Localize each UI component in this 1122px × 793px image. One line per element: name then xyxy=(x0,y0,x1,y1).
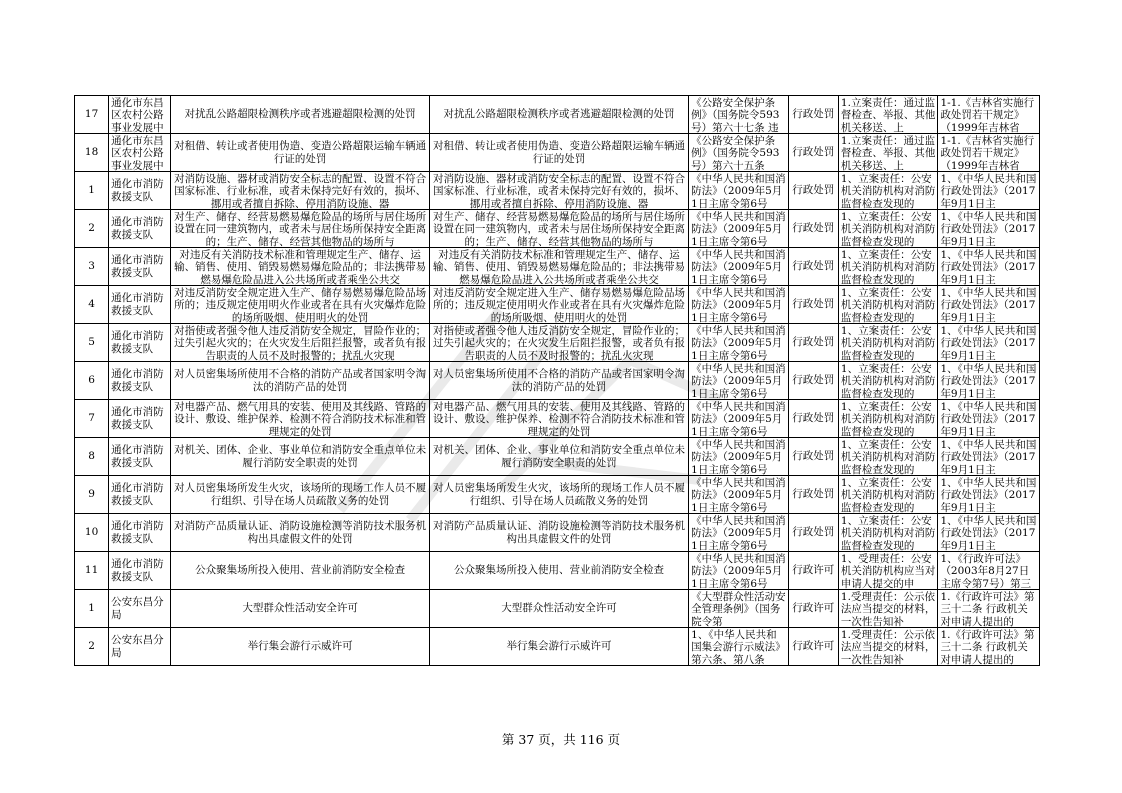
authority-type-cell-text: 行政处罚 xyxy=(792,108,835,121)
law-reference-cell-text: 1-1.《吉林省实施行政处罚若干规定》（1999年吉林省 xyxy=(940,134,1035,171)
authority-type-cell xyxy=(788,362,838,400)
row-number xyxy=(75,134,109,172)
responsibility-cell-text: 1、立案责任：公安机关消防机构对消防监督检查发现的 xyxy=(840,248,936,285)
authority-type-cell-text: 行政处罚 xyxy=(792,146,835,159)
law-reference-cell xyxy=(938,400,1040,438)
department-cell xyxy=(109,172,171,210)
item-name-cell-text: 对机关、团体、企业、事业单位和消防安全重点单位未履行消防安全职责的处罚 xyxy=(174,444,427,469)
item-content-cell xyxy=(429,362,688,400)
item-content-cell xyxy=(429,134,688,172)
authority-type-cell xyxy=(788,514,838,552)
item-name-cell xyxy=(171,514,429,552)
table-row xyxy=(75,248,1040,286)
item-content-cell xyxy=(429,286,688,324)
legal-basis-cell-text: 《中华人民共和国消防法》（2009年5月1日主席令第6号 xyxy=(691,362,786,399)
law-reference-cell xyxy=(938,96,1040,134)
department-cell-text: 通化市东昌区农村公路事业发展中 xyxy=(111,134,164,171)
responsibility-cell-text: 1.立案责任：通过监督检查、举报、其他机关移送、上 xyxy=(840,134,936,171)
law-reference-cell xyxy=(938,134,1040,172)
law-reference-cell-text: 1、《中华人民共和国行政处罚法》（2017年9月1日主 xyxy=(940,248,1037,285)
responsibility-cell xyxy=(838,514,938,552)
responsibility-cell-text: 1、立案责任：公安机关消防机构对消防监督检查发现的 xyxy=(840,514,936,551)
responsibility-cell-text: 1、立案责任：公安机关消防机构对消防监督检查发现的 xyxy=(840,438,936,475)
responsibility-cell xyxy=(838,324,938,362)
responsibility-cell-text: 1、立案责任：公安机关消防机构对消防监督检查发现的 xyxy=(840,286,936,323)
law-reference-cell-text: 1.《行政许可法》第三十二条 行政机关对申请人提出的 xyxy=(940,590,1035,627)
responsibility-cell-text: 1.受理责任：公示依法应当提交的材料，一次性告知补 xyxy=(840,590,936,627)
legal-basis-cell-text: 1、《中华人民共和国集会游行示威法》第六条、第八条 xyxy=(691,628,786,665)
law-reference-cell xyxy=(938,172,1040,210)
legal-basis-cell xyxy=(689,324,789,362)
responsibility-cell xyxy=(838,172,938,210)
department-cell xyxy=(109,96,171,134)
law-reference-cell-text: 1、《中华人民共和国行政处罚法》（2017年9月1日主 xyxy=(940,172,1037,209)
row-number-text: 1 xyxy=(88,184,95,197)
item-name-cell-text: 对违反有关消防技术标准和管理规定生产、储存、运输、销售、使用、销毁易燃易爆危险品的；非法携带易燃易爆危险品进入公共场所或者乘坐公共交 xyxy=(174,248,427,285)
item-content-cell xyxy=(429,210,688,248)
responsibility-cell xyxy=(838,248,938,286)
responsibility-cell-text: 1.受理责任：公示依法应当提交的材料，一次性告知补 xyxy=(840,628,936,665)
table-row xyxy=(75,324,1040,362)
responsibility-cell-text: 1、立案责任：公安机关消防机构对消防监督检查发现的 xyxy=(840,324,936,361)
authority-type-cell xyxy=(788,248,838,286)
row-number xyxy=(75,286,109,324)
responsibility-cell xyxy=(838,552,938,590)
department-cell-text: 通化市消防救援支队 xyxy=(111,178,164,203)
authority-type-cell xyxy=(788,286,838,324)
legal-basis-cell xyxy=(689,96,789,134)
records-table xyxy=(74,95,1040,666)
department-cell xyxy=(109,362,171,400)
row-number xyxy=(75,628,109,666)
row-number xyxy=(75,362,109,400)
authority-type-cell xyxy=(788,96,838,134)
table-row xyxy=(75,476,1040,514)
item-name-cell-text: 对违反消防安全规定进入生产、储存易燃易爆危险品场所的；违反规定使用明火作业或者在具有火灾爆炸危险的场所吸烟、使用明火的处罚 xyxy=(174,286,427,323)
responsibility-cell xyxy=(838,286,938,324)
department-cell xyxy=(109,552,171,590)
row-number-text: 18 xyxy=(84,146,99,159)
item-name-cell xyxy=(171,172,429,210)
item-name-cell xyxy=(171,438,429,476)
responsibility-cell xyxy=(838,590,938,628)
department-cell-text: 通化市消防救援支队 xyxy=(111,444,164,469)
table-row xyxy=(75,210,1040,248)
legal-basis-cell-text: 《中华人民共和国消防法》（2009年5月1日主席令第6号 xyxy=(691,286,786,323)
row-number-text: 2 xyxy=(88,640,95,653)
item-content-cell xyxy=(429,324,688,362)
item-name-cell-text: 对电器产品、燃气用具的安装、使用及其线路、管路的设计、敷设、维护保养、检测不符合消防技术标准和管理规定的处罚 xyxy=(174,400,427,437)
responsibility-cell xyxy=(838,210,938,248)
legal-basis-cell-text: 《公路安全保护条例》（国务院令593号）第六十七条 违 xyxy=(691,96,780,133)
row-number xyxy=(75,514,109,552)
item-content-cell xyxy=(429,438,688,476)
legal-basis-cell xyxy=(689,210,789,248)
row-number-text: 11 xyxy=(84,564,99,577)
authority-type-cell xyxy=(788,628,838,666)
authority-type-cell xyxy=(788,210,838,248)
department-cell xyxy=(109,210,171,248)
item-content-cell-text: 对消防产品质量认证、消防设施检测等消防技术服务机构出具虚假文件的处罚 xyxy=(432,520,685,545)
row-number xyxy=(75,438,109,476)
department-cell xyxy=(109,248,171,286)
item-content-cell xyxy=(429,96,688,134)
department-cell-text: 通化市消防救援支队 xyxy=(111,558,164,583)
law-reference-cell-text: 1.《行政许可法》第三十二条 行政机关对申请人提出的 xyxy=(940,628,1035,665)
table-row xyxy=(75,628,1040,666)
responsibility-cell-text: 1、受理责任：公安机关消防机构应当对申请人提交的申 xyxy=(840,552,936,589)
table-row xyxy=(75,438,1040,476)
department-cell-text: 公安东昌分局 xyxy=(111,596,164,621)
legal-basis-cell-text: 《大型群众性活动安全管理条例》（国务院令第 xyxy=(691,590,786,627)
table-row xyxy=(75,514,1040,552)
authority-type-cell xyxy=(788,172,838,210)
authority-type-cell-text: 行政许可 xyxy=(792,602,835,615)
department-cell xyxy=(109,438,171,476)
authority-type-cell-text: 行政处罚 xyxy=(792,184,835,197)
law-reference-cell xyxy=(938,362,1040,400)
law-reference-cell-text: 1、《行政许可法》（2003年8月27日主席令第7号）第三 xyxy=(940,552,1032,589)
item-content-cell xyxy=(429,590,688,628)
legal-basis-cell-text: 《公路安全保护条例》（国务院令593号）第六十五条 xyxy=(691,134,780,171)
item-content-cell xyxy=(429,172,688,210)
item-name-cell-text: 对消防设施、器材或消防安全标志的配置、设置不符合国家标准、行业标准，或者未保持完好有效的，损坏、挪用或者擅自拆除、停用消防设施、器 xyxy=(174,172,427,209)
authority-type-cell-text: 行政处罚 xyxy=(792,374,835,387)
row-number xyxy=(75,324,109,362)
responsibility-cell xyxy=(838,96,938,134)
table-row xyxy=(75,172,1040,210)
legal-basis-cell-text: 《中华人民共和国消防法》（2009年5月1日主席令第6号 xyxy=(691,324,786,361)
item-content-cell-text: 对租借、转让或者使用伪造、变造公路超限运输车辆通行证的处罚 xyxy=(432,140,685,165)
authority-type-cell xyxy=(788,590,838,628)
item-name-cell-text: 对扰乱公路超限检测秩序或者逃避超限检测的处罚 xyxy=(184,108,416,121)
item-content-cell-text: 对人员密集场所发生火灾，该场所的现场工作人员不履行组织、引导在场人员疏散义务的处罚 xyxy=(432,482,685,507)
item-name-cell xyxy=(171,324,429,362)
authority-type-cell-text: 行政许可 xyxy=(792,640,835,653)
law-reference-cell xyxy=(938,628,1040,666)
responsibility-cell-text: 1、立案责任：公安机关消防机构对消防监督检查发现的 xyxy=(840,476,936,513)
legal-basis-cell xyxy=(689,590,789,628)
law-reference-cell xyxy=(938,590,1040,628)
authority-type-cell-text: 行政处罚 xyxy=(792,336,835,349)
law-reference-cell xyxy=(938,286,1040,324)
authority-type-cell-text: 行政处罚 xyxy=(792,298,835,311)
department-cell-text: 通化市消防救援支队 xyxy=(111,406,164,431)
authority-type-cell xyxy=(788,134,838,172)
law-reference-cell xyxy=(938,248,1040,286)
responsibility-cell xyxy=(838,134,938,172)
authority-type-cell xyxy=(788,476,838,514)
authority-type-cell-text: 行政处罚 xyxy=(792,412,835,425)
responsibility-cell xyxy=(838,438,938,476)
row-number xyxy=(75,552,109,590)
responsibility-cell-text: 1、立案责任：公安机关消防机构对消防监督检查发现的 xyxy=(840,362,936,399)
item-name-cell-text: 对指使或者强令他人违反消防安全规定，冒险作业的；过失引起火灾的；在火灾发生后阻拦报警，或者负有报告职责的人员不及时报警的；扰乱火灾现 xyxy=(174,324,427,361)
authority-type-cell-text: 行政处罚 xyxy=(792,526,835,539)
legal-basis-cell-text: 《中华人民共和国消防法》（2009年5月1日主席令第6号 xyxy=(691,172,786,209)
department-cell xyxy=(109,324,171,362)
law-reference-cell xyxy=(938,438,1040,476)
item-content-cell xyxy=(429,400,688,438)
law-reference-cell-text: 1、《中华人民共和国行政处罚法》（2017年9月1日主 xyxy=(940,210,1037,247)
legal-basis-cell xyxy=(689,134,789,172)
responsibility-cell-text: 1、立案责任：公安机关消防机构对消防监督检查发现的 xyxy=(840,400,936,437)
row-number-text: 1 xyxy=(88,602,95,615)
legal-basis-cell xyxy=(689,286,789,324)
item-name-cell xyxy=(171,134,429,172)
row-number-text: 2 xyxy=(88,222,95,235)
item-content-cell xyxy=(429,248,688,286)
authority-type-cell-text: 行政处罚 xyxy=(792,450,835,463)
legal-basis-cell-text: 《中华人民共和国消防法》（2009年5月1日主席令第6号 xyxy=(691,210,786,247)
table-row xyxy=(75,400,1040,438)
row-number xyxy=(75,400,109,438)
responsibility-cell-text: 1.立案责任：通过监督检查、举报、其他机关移送、上 xyxy=(840,96,936,133)
row-number xyxy=(75,590,109,628)
law-reference-cell xyxy=(938,552,1040,590)
law-reference-cell xyxy=(938,514,1040,552)
item-content-cell-text: 对指使或者强令他人违反消防安全规定，冒险作业的；过失引起火灾的；在火灾发生后阻拦报警，或者负有报告职责的人员不及时报警的；扰乱火灾现 xyxy=(432,324,685,361)
department-cell-text: 通化市消防救援支队 xyxy=(111,520,164,545)
table-row xyxy=(75,590,1040,628)
responsibility-cell xyxy=(838,628,938,666)
item-name-cell-text: 对人员密集场所使用不合格的消防产品或者国家明令淘汰的消防产品的处罚 xyxy=(174,368,427,393)
department-cell xyxy=(109,400,171,438)
legal-basis-cell-text: 《中华人民共和国消防法》（2009年5月1日主席令第6号 xyxy=(691,248,786,285)
row-number-text: 8 xyxy=(88,450,95,463)
authority-type-cell xyxy=(788,438,838,476)
item-name-cell-text: 大型群众性活动安全许可 xyxy=(242,602,358,615)
department-cell xyxy=(109,590,171,628)
law-reference-cell-text: 1、《中华人民共和国行政处罚法》（2017年9月1日主 xyxy=(940,400,1037,437)
page-number-footer: 第 37 页，共 116 页 xyxy=(501,732,621,747)
legal-basis-cell xyxy=(689,362,789,400)
authority-type-cell-text: 行政处罚 xyxy=(792,260,835,273)
item-name-cell-text: 对消防产品质量认证、消防设施检测等消防技术服务机构出具虚假文件的处罚 xyxy=(174,520,427,545)
item-name-cell xyxy=(171,286,429,324)
department-cell xyxy=(109,476,171,514)
legal-basis-cell xyxy=(689,476,789,514)
item-name-cell xyxy=(171,590,429,628)
row-number xyxy=(75,476,109,514)
item-name-cell xyxy=(171,628,429,666)
legal-basis-cell xyxy=(689,628,789,666)
legal-basis-cell-text: 《中华人民共和国消防法》（2009年5月1日主席令第6号 xyxy=(691,552,786,589)
item-name-cell-text: 对生产、储存、经营易燃易爆危险品的场所与居住场所设置在同一建筑物内，或者未与居住场所保持安全距离的；生产、储存、经营其他物品的场所与 xyxy=(174,210,427,247)
row-number-text: 7 xyxy=(88,412,95,425)
row-number xyxy=(75,248,109,286)
authority-type-cell-text: 行政处罚 xyxy=(792,222,835,235)
legal-basis-cell xyxy=(689,400,789,438)
legal-basis-cell xyxy=(689,552,789,590)
responsibility-cell xyxy=(838,362,938,400)
item-name-cell xyxy=(171,552,429,590)
item-name-cell xyxy=(171,248,429,286)
item-name-cell-text: 公众聚集场所投入使用、营业前消防安全检查 xyxy=(195,564,406,577)
row-number-text: 4 xyxy=(88,298,95,311)
table-row xyxy=(75,362,1040,400)
law-reference-cell xyxy=(938,324,1040,362)
row-number-text: 3 xyxy=(88,260,95,273)
item-content-cell xyxy=(429,628,688,666)
responsibility-cell xyxy=(838,400,938,438)
item-name-cell xyxy=(171,400,429,438)
law-reference-cell-text: 1、《中华人民共和国行政处罚法》（2017年9月1日主 xyxy=(940,438,1037,475)
legal-basis-cell-text: 《中华人民共和国消防法》（2009年5月1日主席令第6号 xyxy=(691,400,786,437)
legal-basis-cell xyxy=(689,438,789,476)
item-name-cell-text: 对租借、转让或者使用伪造、变造公路超限运输车辆通行证的处罚 xyxy=(174,140,427,165)
law-reference-cell-text: 1、《中华人民共和国行政处罚法》（2017年9月1日主 xyxy=(940,324,1037,361)
item-content-cell-text: 对电器产品、燃气用具的安装、使用及其线路、管路的设计、敷设、维护保养、检测不符合消防技术标准和管理规定的处罚 xyxy=(432,400,685,437)
responsibility-cell-text: 1、立案责任：公安机关消防机构对消防监督检查发现的 xyxy=(840,172,936,209)
item-content-cell-text: 对违反有关消防技术标准和管理规定生产、储存、运输、销售、使用、销毁易燃易爆危险品的；非法携带易燃易爆危险品进入公共场所或者乘坐公共交 xyxy=(432,248,685,285)
department-cell-text: 通化市消防救援支队 xyxy=(111,292,164,317)
law-reference-cell-text: 1、《中华人民共和国行政处罚法》（2017年9月1日主 xyxy=(940,476,1037,513)
legal-basis-cell xyxy=(689,172,789,210)
row-number-text: 5 xyxy=(88,336,95,349)
law-reference-cell-text: 1、《中华人民共和国行政处罚法》（2017年9月1日主 xyxy=(940,514,1037,551)
table-row xyxy=(75,96,1040,134)
item-name-cell xyxy=(171,476,429,514)
item-name-cell-text: 对人员密集场所发生火灾，该场所的现场工作人员不履行组织、引导在场人员疏散义务的处罚 xyxy=(174,482,427,507)
row-number xyxy=(75,172,109,210)
row-number-text: 9 xyxy=(88,488,95,501)
row-number-text: 17 xyxy=(84,108,99,121)
authority-type-cell-text: 行政许可 xyxy=(792,564,835,577)
department-cell xyxy=(109,286,171,324)
item-content-cell-text: 举行集会游行示威许可 xyxy=(506,640,612,653)
item-content-cell-text: 大型群众性活动安全许可 xyxy=(501,602,617,615)
department-cell-text: 通化市消防救援支队 xyxy=(111,368,164,393)
legal-basis-cell xyxy=(689,248,789,286)
department-cell-text: 通化市消防救援支队 xyxy=(111,254,164,279)
table-row xyxy=(75,286,1040,324)
department-cell-text: 通化市消防救援支队 xyxy=(111,330,164,355)
item-name-cell-text: 举行集会游行示威许可 xyxy=(247,640,353,653)
item-content-cell-text: 对消防设施、器材或消防安全标志的配置、设置不符合国家标准、行业标准，或者未保持完好有效的，损坏、挪用或者擅自拆除、停用消防设施、器 xyxy=(432,172,685,209)
row-number-text: 10 xyxy=(84,526,99,539)
authority-type-cell xyxy=(788,400,838,438)
row-number xyxy=(75,96,109,134)
department-cell-text: 公安东昌分局 xyxy=(111,634,164,659)
department-cell-text: 通化市消防救援支队 xyxy=(111,216,164,241)
law-reference-cell xyxy=(938,476,1040,514)
authority-type-cell xyxy=(788,552,838,590)
item-content-cell-text: 对违反消防安全规定进入生产、储存易燃易爆危险品场所的；违反规定使用明火作业或者在具有火灾爆炸危险的场所吸烟、使用明火的处罚 xyxy=(432,286,685,323)
law-reference-cell xyxy=(938,210,1040,248)
row-number-text: 6 xyxy=(88,374,95,387)
item-content-cell-text: 对人员密集场所使用不合格的消防产品或者国家明令淘汰的消防产品的处罚 xyxy=(432,368,685,393)
department-cell xyxy=(109,628,171,666)
table-row xyxy=(75,134,1040,172)
legal-basis-cell xyxy=(689,514,789,552)
item-content-cell-text: 对机关、团体、企业、事业单位和消防安全重点单位未履行消防安全职责的处罚 xyxy=(432,444,685,469)
table-row xyxy=(75,552,1040,590)
legal-basis-cell-text: 《中华人民共和国消防法》（2009年5月1日主席令第6号 xyxy=(691,476,786,513)
item-name-cell xyxy=(171,210,429,248)
authority-type-cell xyxy=(788,324,838,362)
item-content-cell xyxy=(429,552,688,590)
legal-basis-cell-text: 《中华人民共和国消防法》（2009年5月1日主席令第6号 xyxy=(691,438,786,475)
department-cell xyxy=(109,134,171,172)
department-cell xyxy=(109,514,171,552)
responsibility-cell xyxy=(838,476,938,514)
item-content-cell-text: 对生产、储存、经营易燃易爆危险品的场所与居住场所设置在同一建筑物内，或者未与居住场所保持安全距离的；生产、储存、经营其他物品的场所与 xyxy=(432,210,685,247)
authority-type-cell-text: 行政处罚 xyxy=(792,488,835,501)
law-reference-cell-text: 1-1.《吉林省实施行政处罚若干规定》（1999年吉林省 xyxy=(940,96,1035,133)
law-reference-cell-text: 1、《中华人民共和国行政处罚法》（2017年9月1日主 xyxy=(940,286,1037,323)
item-content-cell xyxy=(429,476,688,514)
law-reference-cell-text: 1、《中华人民共和国行政处罚法》（2017年9月1日主 xyxy=(940,362,1037,399)
legal-basis-cell-text: 《中华人民共和国消防法》（2009年5月1日主席令第6号 xyxy=(691,514,786,551)
item-name-cell xyxy=(171,362,429,400)
item-content-cell xyxy=(429,514,688,552)
row-number xyxy=(75,210,109,248)
item-content-cell-text: 对扰乱公路超限检测秩序或者逃避超限检测的处罚 xyxy=(443,108,675,121)
department-cell-text: 通化市消防救援支队 xyxy=(111,482,164,507)
item-name-cell xyxy=(171,96,429,134)
department-cell-text: 通化市东昌区农村公路事业发展中 xyxy=(111,96,164,133)
responsibility-cell-text: 1、立案责任：公安机关消防机构对消防监督检查发现的 xyxy=(840,210,936,247)
item-content-cell-text: 公众聚集场所投入使用、营业前消防安全检查 xyxy=(453,564,664,577)
